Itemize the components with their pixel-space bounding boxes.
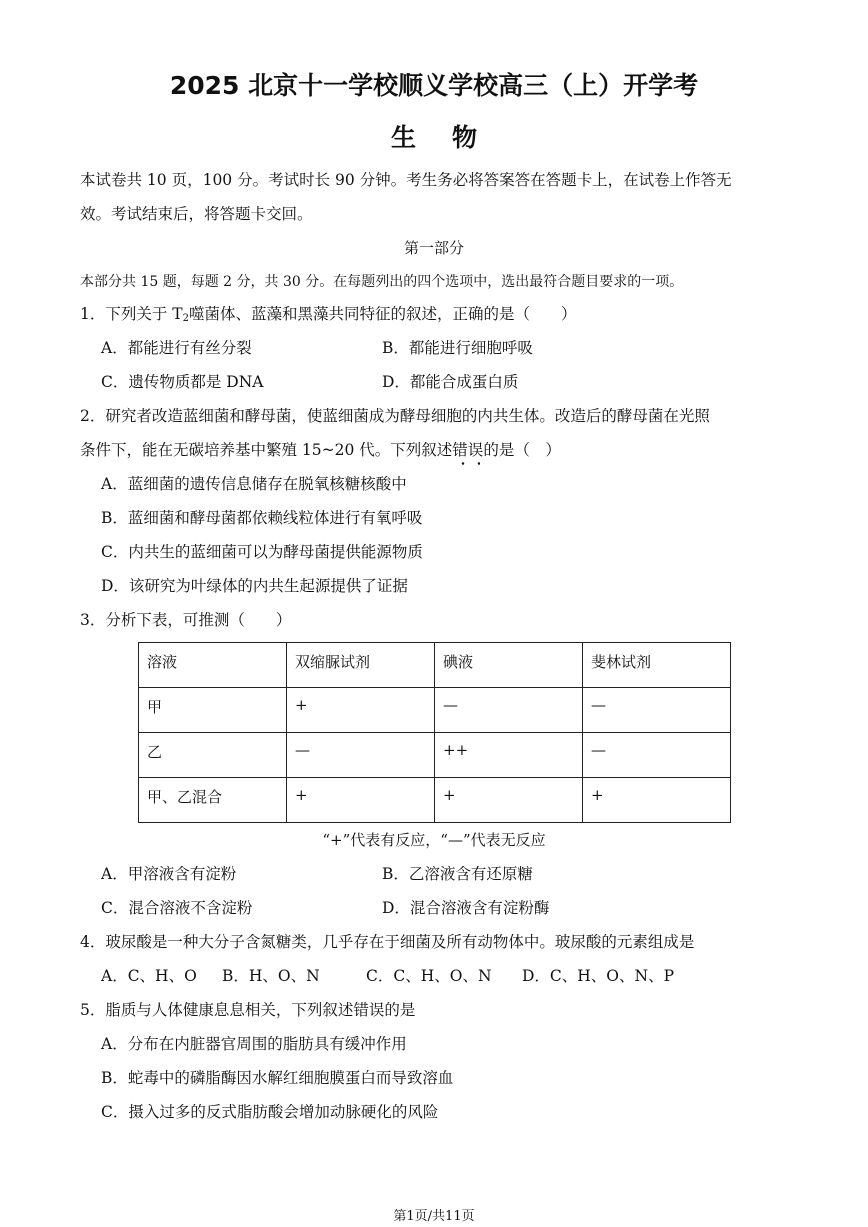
table-cell: —	[583, 733, 731, 778]
q2-option-b: B．蓝细菌和酵母菌都依赖线粒体进行有氧呼吸	[101, 509, 423, 527]
table-cell: 甲	[139, 688, 287, 733]
question-1-subscript: 2	[182, 313, 190, 324]
table-note: “+”代表有反应，“—”代表无反应	[322, 831, 546, 849]
q1-option-b: B．都能进行细胞呼吸	[382, 339, 533, 357]
emphasis-dots: 错误	[452, 441, 484, 459]
table-cell: +	[435, 778, 583, 823]
table-cell: —	[435, 688, 583, 733]
q1-option-c: C．遗传物质都是 DNA	[101, 373, 264, 391]
question-3-stem: 3．分析下表，可推测（ ）	[80, 611, 292, 629]
table-cell: +	[583, 778, 731, 823]
q5-option-b: B．蛇毒中的磷脂酶因水解红细胞膜蛋白而导致溶血	[101, 1069, 454, 1087]
question-4-stem: 4．玻尿酸是一种大分子含氮糖类，几乎存在于细菌及所有动物体中。玻尿酸的元素组成是	[80, 933, 695, 951]
table-cell: +	[287, 688, 435, 733]
exam-title: 2025 北京十一学校顺义学校高三（上）开学考	[169, 71, 699, 100]
q1-option-d: D．都能合成蛋白质	[382, 373, 519, 391]
table-cell: ++	[435, 733, 583, 778]
q3-option-d: D．混合溶液含有淀粉酶	[382, 899, 550, 917]
intro-line-2: 效。考试结束后，将答题卡交回。	[80, 205, 313, 223]
question-2-line-2	[80, 433, 561, 467]
table-cell: —	[287, 733, 435, 778]
table-cell: 乙	[139, 733, 287, 778]
subject-title: 生物	[390, 123, 513, 152]
part-heading: 第一部分	[403, 239, 464, 257]
table-cell: —	[583, 688, 731, 733]
table-header-cell: 双缩脲试剂	[287, 643, 435, 688]
question-2-line-1: 2．研究者改造蓝细菌和酵母菌，使蓝细菌成为酵母细胞的内共生体。改造后的酵母菌在光照	[80, 407, 710, 425]
q3-option-c: C．混合溶液不含淀粉	[101, 899, 253, 917]
reagent-table	[138, 642, 731, 823]
intro-line-1: 本试卷共 10 页，100 分。考试时长 90 分钟。考生务必将答案答在答题卡上，在试卷上作答无	[80, 171, 732, 189]
q4-option-b: B．H、O、N	[222, 967, 320, 985]
question-2-line-2b: 的是（ ）	[483, 441, 561, 459]
table-row	[139, 733, 731, 778]
table-cell: 甲、乙混合	[139, 778, 287, 823]
q2-option-a: A．蓝细菌的遗传信息储存在脱氧核糖核酸中	[101, 475, 407, 493]
page-number: 第1页/共11页	[393, 1209, 475, 1224]
table-header-cell: 碘液	[435, 643, 583, 688]
question-5-stem: 5．脂质与人体健康息息相关，下列叙述错误的是	[80, 1001, 416, 1019]
q4-option-c: C．C、H、O、N	[366, 967, 492, 985]
question-1-stem-a: 1．下列关于 T	[80, 305, 183, 323]
q5-option-a: A．分布在内脏器官周围的脂肪具有缓冲作用	[101, 1035, 407, 1053]
part-instructions: 本部分共 15 题，每题 2 分，共 30 分。在每题列出的四个选项中，选出最符合题目要求的一项。	[80, 274, 684, 290]
table-header-cell: 溶液	[139, 643, 287, 688]
question-2-line-2a: 条件下，能在无碳培养基中繁殖 15~20 代。下列叙述	[80, 441, 453, 459]
q2-option-d: D．该研究为叶绿体的内共生起源提供了证据	[101, 577, 408, 595]
q5-option-c: C．摄入过多的反式脂肪酸会增加动脉硬化的风险	[101, 1103, 439, 1121]
table-cell: +	[287, 778, 435, 823]
question-1-stem-b: 噬菌体、蓝藻和黑藻共同特征的叙述，正确的是（ ）	[189, 305, 577, 323]
table-row	[139, 778, 731, 823]
table-header-row	[139, 643, 731, 688]
q2-option-c: C．内共生的蓝细菌可以为酵母菌提供能源物质	[101, 543, 423, 561]
q1-option-a: A．都能进行有丝分裂	[101, 339, 252, 357]
table-row	[139, 688, 731, 733]
q3-option-a: A．甲溶液含有淀粉	[101, 865, 237, 883]
q4-option-a: A．C、H、O	[101, 967, 197, 985]
table-header-cell: 斐林试剂	[583, 643, 731, 688]
q3-option-b: B．乙溶液含有还原糖	[382, 865, 533, 883]
q4-option-d: D．C、H、O、N、P	[522, 967, 675, 985]
